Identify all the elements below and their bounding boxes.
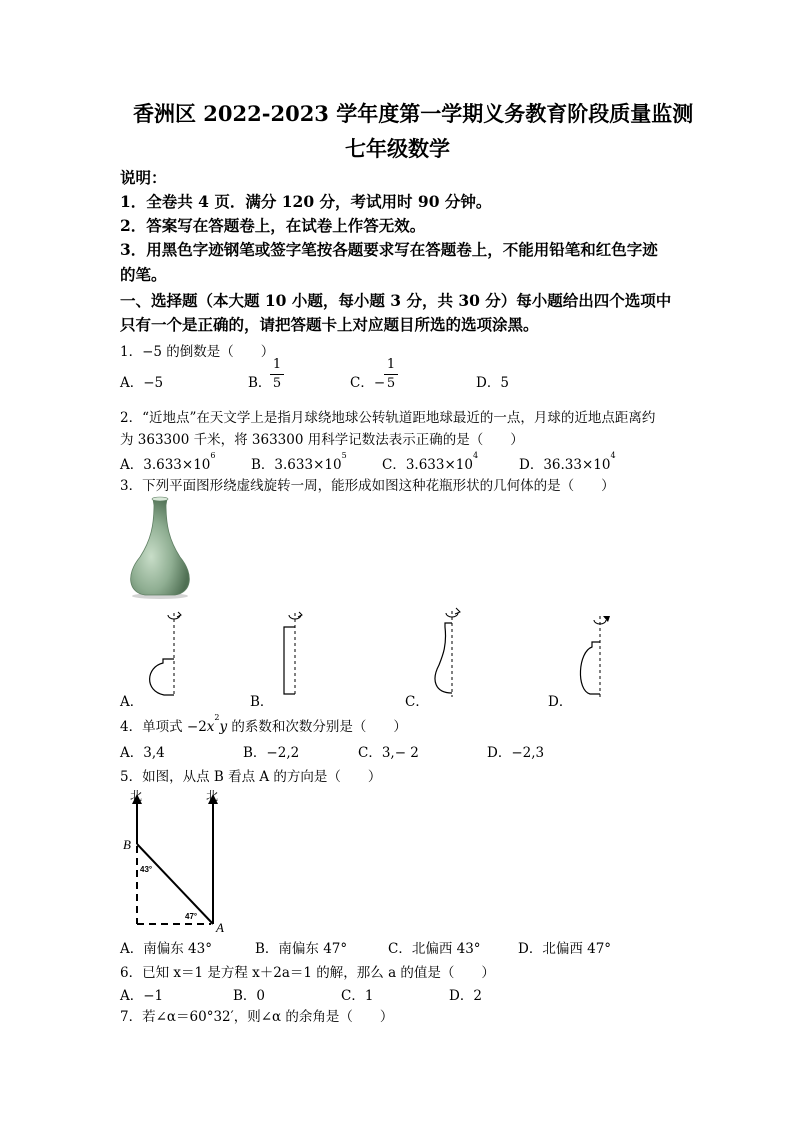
- q2-option-c: [382, 453, 478, 473]
- instructions-heading: 说明：: [120, 168, 167, 187]
- q5-option-d: D．北偏西 47°: [518, 941, 612, 957]
- q2-option-a-text: A．3.633×10: [120, 457, 211, 473]
- fraction-bar: [384, 374, 398, 375]
- q5-angle-43-label: 43°: [140, 865, 153, 874]
- q2-option-a: [120, 453, 215, 473]
- q5-point-b-label: B: [123, 837, 131, 852]
- q3-option-c: C．: [405, 694, 429, 710]
- q3-option-d: D．: [548, 694, 573, 710]
- q4-stem-prefix: 4．单项式 −2: [120, 719, 207, 735]
- q5-option-a: A．南偏东 43°: [120, 941, 212, 957]
- q5-option-b: B．南偏东 47°: [255, 941, 348, 957]
- q6-option-a: A．−1: [120, 988, 164, 1004]
- q5-angle-47-label: 47°: [185, 912, 198, 921]
- q2-option-d-exponent: 4: [610, 451, 616, 460]
- q3-option-b: B．: [250, 694, 274, 710]
- instruction-item: 1．全卷共 4 页．满分 120 分，考试用时 90 分钟。: [120, 192, 492, 211]
- q3-figure-a: [140, 607, 190, 699]
- q4-stem-suffix: 的系数和次数分别是（ ）: [227, 719, 407, 735]
- q4-var-x: x: [206, 719, 215, 735]
- section-heading: 一、选择题（本大题 10 小题，每小题 3 分，共 30 分）每小题给出四个选项中: [120, 291, 672, 310]
- q4-option-b: B．−2,2: [243, 745, 300, 761]
- q2-option-b: [251, 453, 347, 473]
- question-1-stem: 1．−5 的倒数是（ ）: [120, 344, 275, 360]
- q2-option-d: [519, 453, 616, 473]
- question-3-stem: 3．下列平面图形绕虚线旋转一周，能形成如图这种花瓶形状的几何体的是（ ）: [120, 478, 615, 494]
- fraction-bar: [270, 374, 284, 375]
- section-heading: 只有一个是正确的，请把答题卡上对应题目所选的选项涂黑。: [120, 315, 539, 334]
- question-6-stem: 6．已知 x＝1 是方程 x＋2a＝1 的解，那么 a 的值是（ ）: [120, 965, 495, 981]
- q1-option-b-fraction: [270, 358, 284, 391]
- q5-direction-figure: [120, 786, 240, 934]
- page-title: 香洲区 2022-2023 学年度第一学期义务教育阶段质量监测: [133, 101, 694, 126]
- q2-option-d-text: D．36.33×10: [519, 457, 611, 473]
- q1-option-b: B．: [248, 375, 272, 391]
- q3-figure-c: [425, 605, 470, 699]
- q5-option-c: C．北偏西 43°: [388, 941, 481, 957]
- instruction-item: 的笔。: [120, 265, 167, 284]
- q2-option-b-exponent: 5: [341, 451, 347, 460]
- q4-exponent: 2: [214, 713, 220, 722]
- fraction-numerator: 1: [272, 357, 282, 372]
- question-7-stem: 7．若∠α＝60°32′，则∠α 的余角是（ ）: [120, 1009, 394, 1025]
- q1-option-c-fraction: [384, 358, 398, 391]
- q6-option-d: D．2: [449, 988, 482, 1004]
- q5-north-label-left: 北: [130, 789, 143, 803]
- q1-option-a: A．−5: [120, 375, 164, 391]
- fraction-denominator: 5: [272, 376, 282, 391]
- q1-option-c: C．−: [350, 375, 386, 391]
- q4-var-y: y: [219, 719, 228, 735]
- q4-option-d: D．−2,3: [487, 745, 545, 761]
- question-5-stem: 5．如图，从点 B 看点 A 的方向是（ ）: [120, 769, 382, 785]
- q6-option-c: C．1: [341, 988, 374, 1004]
- q3-figure-b: [275, 607, 315, 699]
- instruction-item: 2．答案写在答题卷上，在试卷上作答无效。: [120, 216, 426, 235]
- question-2-stem: 2．“近地点”在天文学上是指月球绕地球公转轨道距地球最近的一点，月球的近地点距离约: [120, 410, 656, 426]
- q3-option-a: A．: [120, 694, 144, 710]
- instruction-item: 3．用黑色字迹钢笔或签字笔按各题要求写在答题卷上，不能用铅笔和红色字迹: [120, 240, 658, 259]
- q5-north-label-right: 北: [206, 789, 219, 803]
- q6-option-b: B．0: [233, 988, 266, 1004]
- q1-option-d: D．5: [476, 375, 509, 391]
- q3-figure-d: [570, 612, 620, 702]
- q4-option-c: C．3,− 2: [358, 745, 419, 761]
- page-subtitle: 七年级数学: [345, 136, 450, 161]
- fraction-numerator: 1: [386, 357, 396, 372]
- q5-point-a-label: A: [216, 920, 224, 934]
- q4-option-a: A．3,4: [120, 745, 165, 761]
- vase-image: [125, 495, 195, 600]
- q2-option-b-text: B．3.633×10: [251, 457, 342, 473]
- question-4-stem: [120, 715, 407, 735]
- q2-option-c-exponent: 4: [472, 451, 479, 460]
- fraction-denominator: 5: [386, 376, 396, 391]
- q2-option-c-text: C．3.633×10: [382, 457, 473, 473]
- q2-option-a-exponent: 6: [210, 451, 216, 460]
- question-2-stem: 为 363300 千米，将 363300 用科学记数法表示正确的是（ ）: [120, 432, 524, 448]
